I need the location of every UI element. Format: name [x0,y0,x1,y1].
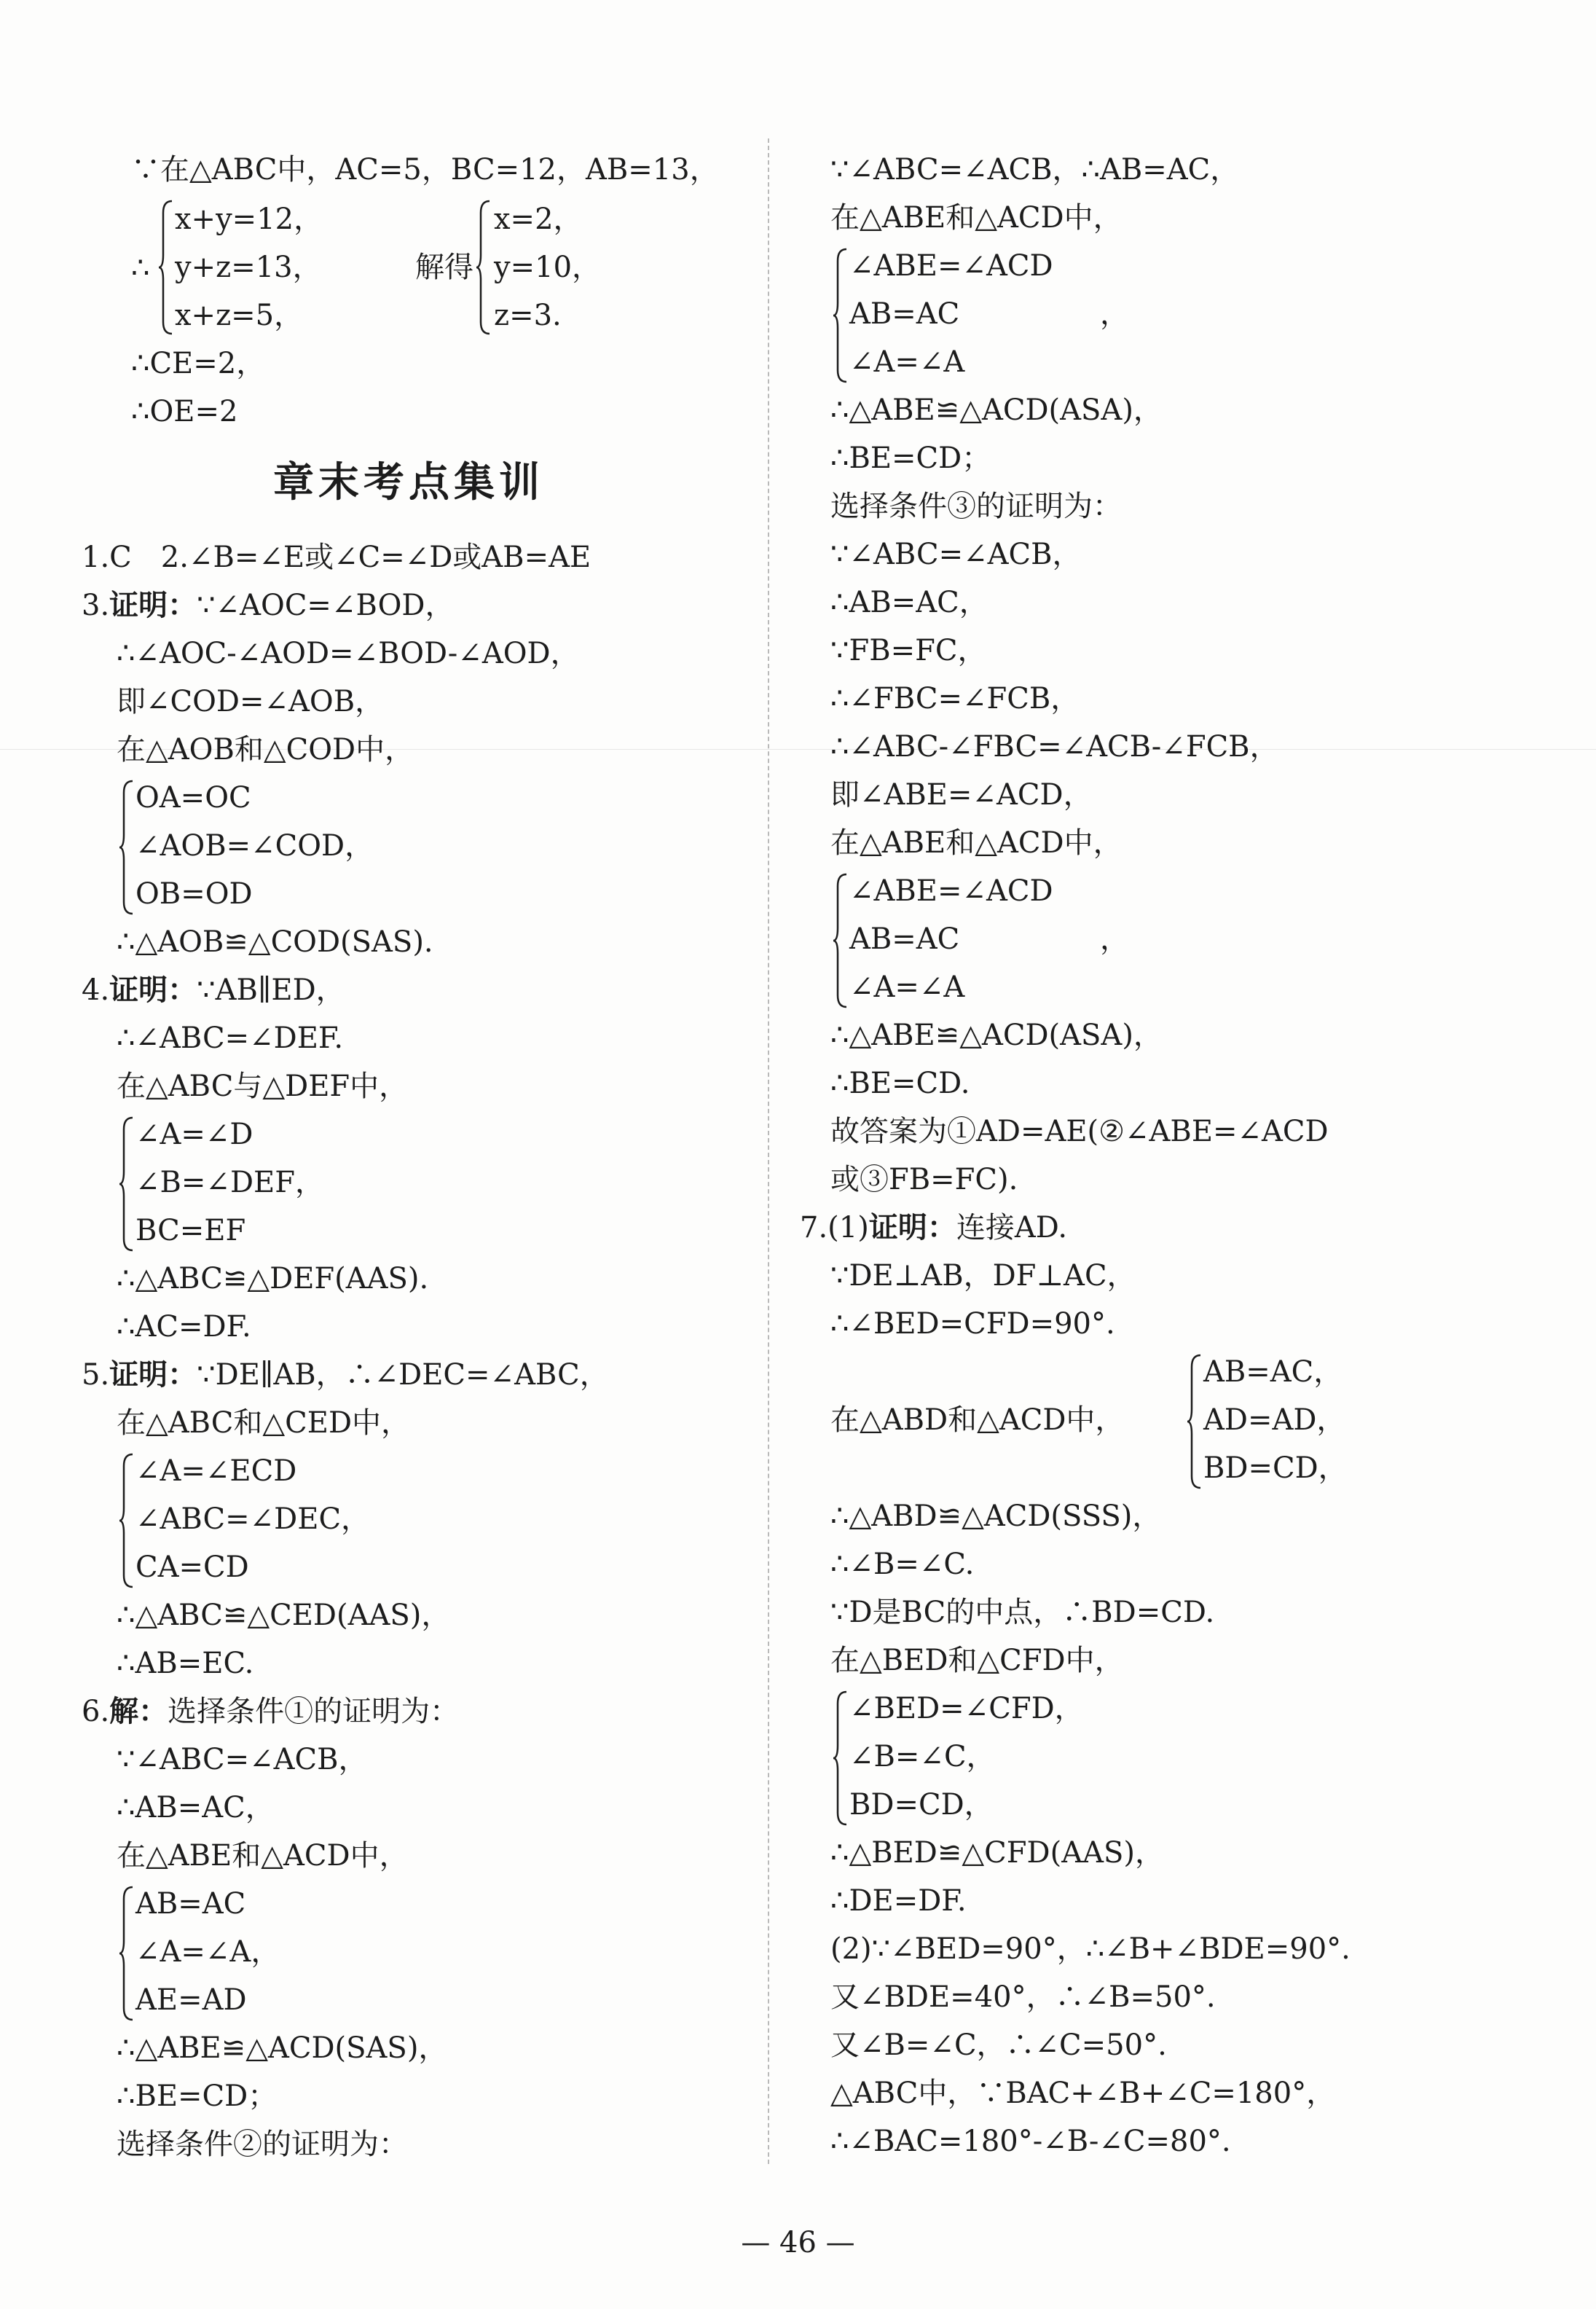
q3-line-3: 即∠COD=∠AOB， [117,685,385,718]
r-sys1-3: ∠A=∠A [849,345,965,379]
q7-number: 7. [800,1211,828,1244]
q3-sys-3: OB=OD [135,877,253,911]
q3-number: 3. [82,589,110,622]
intro-eq-a2: y+z=13， [175,251,322,284]
q6-number: 6. [82,1695,110,1728]
page-number: — 46 — [741,2226,855,2259]
q7-line-13: ∴DE=DF. [830,1884,967,1918]
q3-line-8: ∴△AOB≌△COD(SAS). [117,925,433,959]
r-line-9: ∵∠ABC=∠ACB， [830,538,1082,571]
q3-line-1 [82,581,454,630]
r-line-1: ∵∠ABC=∠ACB，∴AB=AC， [830,153,1240,187]
q7-sys1-2: AD=AD， [1203,1403,1346,1437]
r-sys2-2: AB=AC [849,922,960,956]
q7-line-5: ∴△ABD≌△ACD(SSS)， [830,1500,1162,1533]
q6-line-2: ∵∠ABC=∠ACB， [117,1743,368,1776]
r-line-22: 或③FB=FC). [830,1163,1018,1196]
q7-line-3: ∴∠BED=CFD=90°. [830,1307,1115,1341]
r-line-11: ∵FB=FC， [830,634,987,667]
q7-line-15: 又∠BDE=40°，∴∠B=50°. [830,1980,1216,2014]
intro-eq-a1: x+y=12， [175,203,323,236]
q7-proof-tag: 证明： [868,1211,956,1244]
q3-sys-1: OA=OC [135,781,251,815]
q4-text-1: ∵AB∥ED， [197,973,345,1007]
q3-text-1: ∵∠AOC=∠BOD， [197,589,455,622]
column-divider [768,138,769,2164]
r-sys2-comma: ， [1100,922,1129,956]
intro-brace-a [157,198,173,337]
intro-eq-b3: z=3. [494,299,562,332]
q6-line-10: 选择条件②的证明为： [117,2128,408,2161]
q4-line-7: ∴△ABC≌△DEF(AAS). [117,1262,429,1295]
q7-sys2-3: BD=CD， [849,1788,994,1822]
r-line-2: 在△ABE和△ACD中， [830,201,1123,235]
q7-line-14: (2)∵∠BED=90°，∴∠B+∠BDE=90°. [830,1932,1351,1966]
r-sys1-2: AB=AC [849,297,960,331]
r-line-10: ∴AB=AC， [830,586,988,619]
r-line-12: ∴∠FBC=∠FCB， [830,682,1080,716]
intro-eq-b2: y=10， [494,251,602,284]
q5-sys-3: CA=CD [135,1551,249,1584]
q5-line-7: ∴AB=EC. [117,1647,254,1680]
q6-line-3: ∴AB=AC， [117,1791,275,1824]
q7-brace-2 [832,1689,848,1827]
q5-line-1 [82,1351,609,1399]
intro-line-1: ∵在△ABC中，AC=5，BC=12，AB=13， [131,153,719,187]
r-sys2-3: ∠A=∠A [849,971,965,1004]
q6-solution-tag: 解： [109,1695,168,1728]
q6-sys-1: AB=AC [135,1887,246,1921]
q3-brace [118,778,134,917]
intro-solve-word: 解得 [415,251,473,284]
r-line-8: 选择条件③的证明为： [830,490,1122,523]
r-line-21: 故答案为①AD=AE(②∠ABE=∠ACD [830,1115,1329,1148]
q6-line-9: ∴BE=CD； [117,2079,278,2113]
q3-proof-tag: 证明： [109,589,197,622]
q7-text-1: 连接AD. [956,1211,1068,1244]
q6-brace [118,1884,134,2023]
q7-line-12: ∴△BED≌△CFD(AAS)， [830,1836,1164,1870]
q6-line-1 [82,1687,459,1736]
q7-sys2-1: ∠BED=∠CFD， [849,1692,1084,1725]
q6-line-8: ∴△ABE≌△ACD(SAS)， [117,2031,448,2065]
q7-sys2-2: ∠B=∠C， [849,1740,996,1773]
q7-line-8: 在△BED和△CFD中， [830,1644,1124,1677]
q5-text-1: ∵DE∥AB，∴∠DEC=∠ABC， [197,1358,609,1392]
r-line-20: ∴BE=CD. [830,1067,970,1100]
r-sys1-1: ∠ABE=∠ACD [849,249,1053,283]
intro-eq-b1: x=2， [494,203,583,236]
q7-line-4: 在△ABD和△ACD中， [830,1403,1125,1437]
q7-line-7: ∵D是BC的中点，∴BD=CD. [830,1596,1215,1629]
q4-number: 4. [82,973,110,1007]
q4-sys-2: ∠B=∠DEF， [135,1166,324,1199]
intro-eq-a3: x+z=5， [175,299,304,332]
q7-line-2: ∵DE⊥AB，DF⊥AC， [830,1259,1136,1293]
q6-sys-2: ∠A=∠A， [135,1935,280,1969]
q4-proof-tag: 证明： [109,973,197,1007]
q4-brace [118,1115,134,1253]
q7-line-16: 又∠B=∠C，∴∠C=50°. [830,2028,1167,2062]
q4-line-1 [82,966,345,1014]
q6-sys-3: AE=AD [135,1983,247,2017]
q5-line-6: ∴△ABC≌△CED(AAS)， [117,1599,451,1632]
q5-line-2: 在△ABC和△CED中， [117,1406,411,1440]
q3-sys-2: ∠AOB=∠COD， [135,829,374,863]
intro-line-5: ∴CE=2， [131,347,266,380]
q3-line-4: 在△AOB和△COD中， [117,733,414,767]
r-line-14: 即∠ABE=∠ACD， [830,778,1093,812]
r-line-13: ∴∠ABC-∠FBC=∠ACB-∠FCB， [830,730,1279,764]
section-heading: 章末考点集训 [273,459,544,506]
intro-system-prefix: ∴ [131,251,150,285]
intro-line-6: ∴OE=2 [131,395,238,428]
q4-line-3: 在△ABC与△DEF中， [117,1070,409,1103]
r-brace-1 [832,246,848,385]
q3-line-2: ∴∠AOC-∠AOD=∠BOD-∠AOD， [117,637,580,670]
r-line-7: ∴BE=CD； [830,442,991,475]
q5-brace [118,1451,134,1590]
r-sys2-1: ∠ABE=∠ACD [849,874,1053,908]
q5-proof-tag: 证明： [109,1358,197,1392]
q7-sys1-3: BD=CD， [1203,1451,1348,1485]
r-line-6: ∴△ABE≌△ACD(ASA)， [830,393,1163,427]
r-brace-2 [832,871,848,1010]
q7-sys1-1: AB=AC， [1203,1355,1343,1389]
q5-number: 5. [82,1358,110,1392]
q5-sys-1: ∠A=∠ECD [135,1454,297,1488]
answers-1-2: 1.C 2.∠B=∠E或∠C=∠D或AB=AE [82,541,591,574]
intro-brace-b [475,198,491,337]
q6-line-4: 在△ABE和△ACD中， [117,1839,409,1873]
q7-line-18: ∴∠BAC=180°-∠B-∠C=80°. [830,2125,1231,2158]
q7-line-6: ∴∠B=∠C. [830,1548,975,1581]
q5-sys-2: ∠ABC=∠DEC， [135,1502,371,1536]
q4-sys-1: ∠A=∠D [135,1118,253,1151]
q4-line-8: ∴AC=DF. [117,1310,251,1344]
q7-part-1: (1) [828,1211,869,1244]
q4-line-2: ∴∠ABC=∠DEF. [117,1022,344,1055]
r-line-15: 在△ABE和△ACD中， [830,826,1123,860]
q6-text-1: 选择条件①的证明为： [168,1695,460,1728]
r-sys1-comma: ， [1100,297,1129,331]
q4-sys-3: BC=EF [135,1214,246,1247]
q7-line-17: △ABC中，∵BAC+∠B+∠C=180°， [830,2077,1336,2110]
r-line-19: ∴△ABE≌△ACD(ASA)， [830,1019,1163,1052]
q7-brace-1 [1186,1352,1202,1491]
q7-line-1 [800,1204,1067,1252]
